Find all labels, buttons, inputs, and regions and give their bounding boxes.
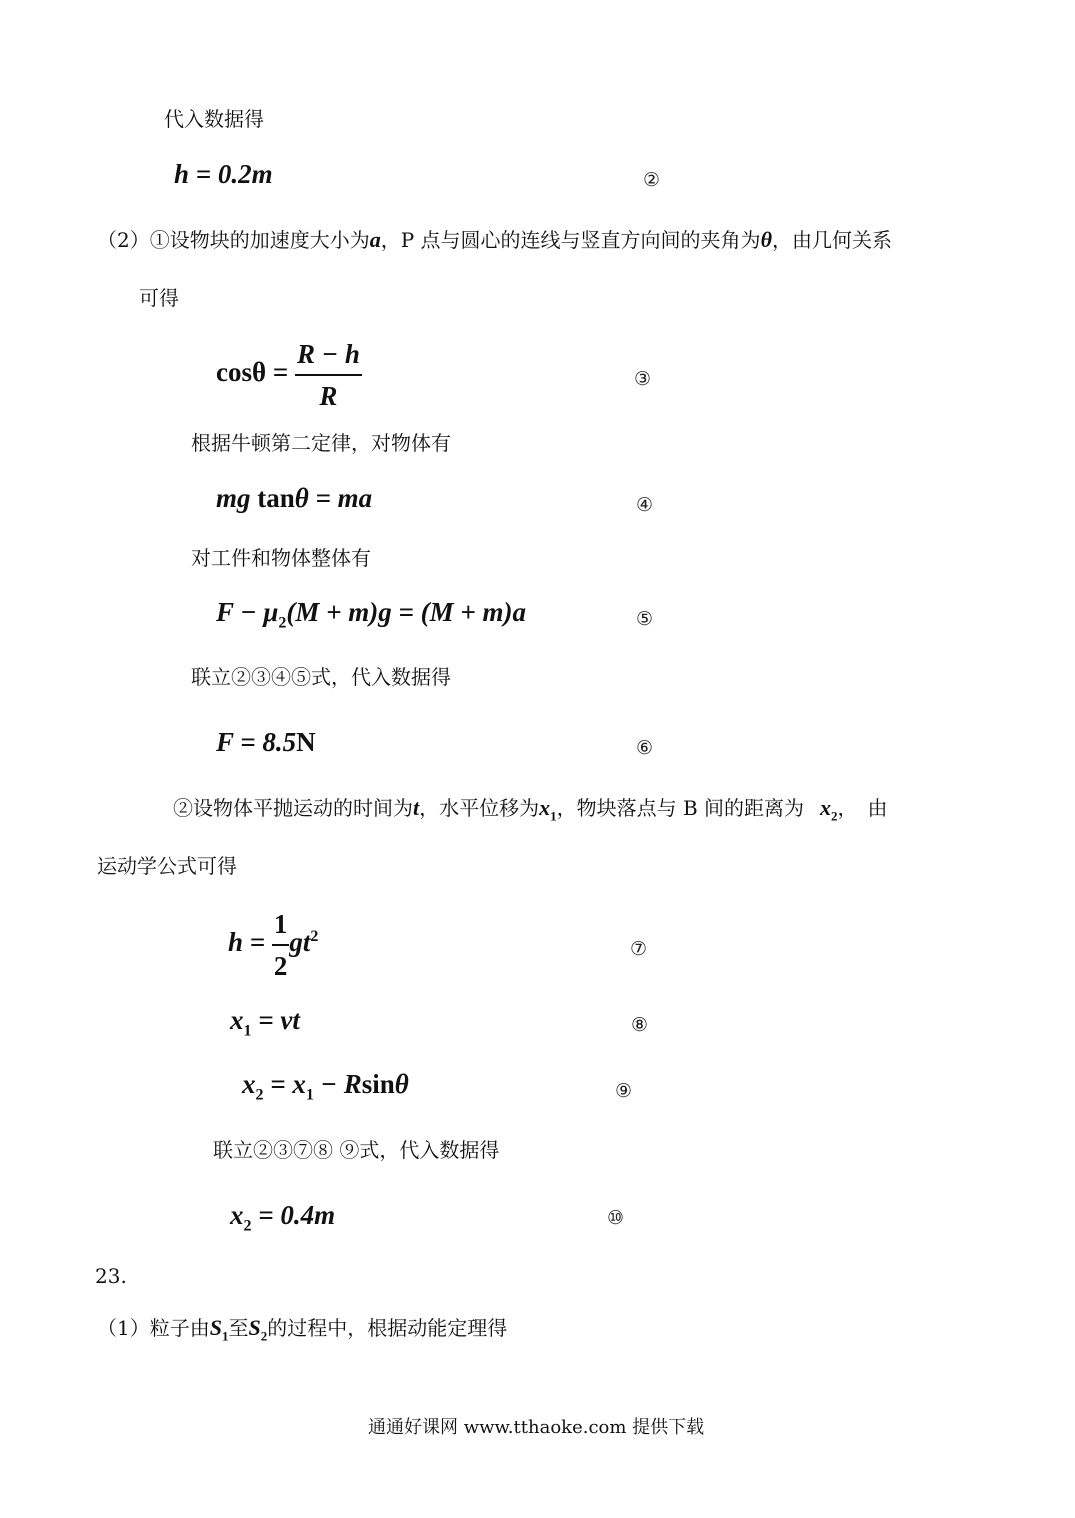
subscript: 2 (278, 614, 287, 632)
text-line (173, 794, 888, 830)
text-segment: ，水平位移为 (419, 796, 540, 820)
variable-x2 (820, 795, 838, 824)
equation-part: = 0.4m (251, 1200, 336, 1230)
text-line: 根据牛顿第二定律，对物体有 (191, 431, 451, 455)
equation-part: = vt (251, 1005, 300, 1035)
equation-force (216, 724, 316, 760)
equation-newton (216, 480, 372, 516)
equation-horizontal-displacement (230, 1002, 300, 1049)
text-line: 对工件和物体整体有 (191, 546, 371, 570)
subscript: 1 (550, 808, 557, 824)
text-segment: ，物块落点与 B 间的距离为 (556, 796, 805, 820)
text-segment: ，P 点与圆心的连线与竖直方向间的夹角为 (380, 228, 761, 252)
variable-s2 (248, 1315, 268, 1344)
equation-number: ③ (634, 368, 652, 390)
fraction-denominator: 2 (273, 951, 288, 981)
equation-cos-theta (216, 336, 362, 414)
fraction (295, 336, 362, 414)
equation-part: x (230, 1200, 244, 1230)
equation-number: ⑨ (615, 1080, 633, 1102)
variable-theta: θ (760, 227, 772, 252)
equation-number: ② (643, 169, 661, 191)
equation-part: mg (216, 483, 251, 513)
variable-t: t (413, 795, 420, 820)
question-number: 23. (95, 1264, 127, 1288)
text-line: 联立②③⑦⑧ ⑨式，代入数据得 (213, 1138, 500, 1162)
equation-part: θ = ma (294, 483, 373, 513)
equation-number: ④ (636, 494, 654, 516)
fraction-numerator: R − h (295, 336, 362, 376)
equation-free-fall (228, 906, 318, 984)
equation-part: = x (263, 1069, 306, 1099)
subscript: 2 (243, 1217, 252, 1235)
equation-part: θ (394, 1069, 409, 1099)
fraction-denominator: R (319, 381, 338, 411)
equation-part: F − μ (216, 597, 279, 627)
equation-part: x (230, 1005, 244, 1035)
text-line: 运动学公式可得 (97, 854, 237, 878)
variable-base: S (209, 1315, 222, 1340)
equation-function: sin (361, 1069, 395, 1099)
subscript: 2 (831, 808, 838, 824)
text-line (97, 226, 892, 254)
text-segment: 的过程中，根据动能定理得 (267, 1316, 508, 1340)
unit: N (296, 727, 316, 757)
subscript: 2 (260, 1328, 268, 1344)
text-line (97, 1314, 507, 1350)
circled-marker: ① (149, 228, 170, 252)
equation-number: ⑤ (636, 608, 654, 630)
equation-number: ⑩ (607, 1207, 625, 1229)
subscript: 1 (305, 1086, 314, 1104)
variable-base: x (820, 795, 832, 820)
circled-marker: ② (173, 796, 193, 820)
equation-landing-distance (242, 1066, 409, 1113)
variable-x1 (539, 795, 557, 824)
equation-number: ⑥ (636, 737, 654, 759)
equation-h: h = 0.2m (174, 159, 273, 189)
equation-number: ⑧ (631, 1014, 649, 1036)
text-segment: 至 (228, 1316, 249, 1340)
superscript: 2 (310, 928, 319, 946)
page-footer: 通通好课网 www.tthaoke.com 提供下载 (368, 1417, 705, 1438)
text-segment: ，由几何关系 (771, 228, 892, 252)
variable-s1 (209, 1315, 229, 1344)
subscript: 2 (255, 1086, 264, 1104)
equation-number: ⑦ (630, 938, 648, 960)
text-segment: 设物体平抛运动的时间为 (193, 796, 413, 820)
equation-result-x2 (230, 1197, 335, 1244)
equation-function: tan (257, 483, 295, 513)
text-segment: （1）粒子由 (97, 1316, 210, 1340)
fraction (272, 906, 290, 984)
text-line: 代入数据得 (164, 107, 264, 131)
equation-whole-system (216, 594, 526, 641)
text-segment: ， 由 (837, 796, 888, 820)
equation-lhs: h = (228, 927, 266, 958)
equation-part: gt (289, 927, 311, 958)
equation-part: x (242, 1069, 256, 1099)
text-segment: （2） (97, 228, 150, 252)
equation-part: F = 8.5 (216, 727, 297, 757)
equation-part: − R (313, 1069, 362, 1099)
text-line: 联立②③④⑤式，代入数据得 (191, 665, 451, 689)
equation-part: (M + m)g = (M + m)a (286, 597, 527, 627)
text-segment: 设物块的加速度大小为 (169, 228, 370, 252)
subscript: 1 (221, 1328, 229, 1344)
variable-base: x (539, 795, 551, 820)
subscript: 1 (243, 1022, 252, 1040)
variable-base: S (248, 1315, 261, 1340)
equation-lhs: cosθ = (216, 357, 289, 388)
variable-a: a (369, 227, 381, 252)
text-line: 可得 (139, 286, 179, 310)
fraction-numerator: 1 (272, 906, 290, 946)
